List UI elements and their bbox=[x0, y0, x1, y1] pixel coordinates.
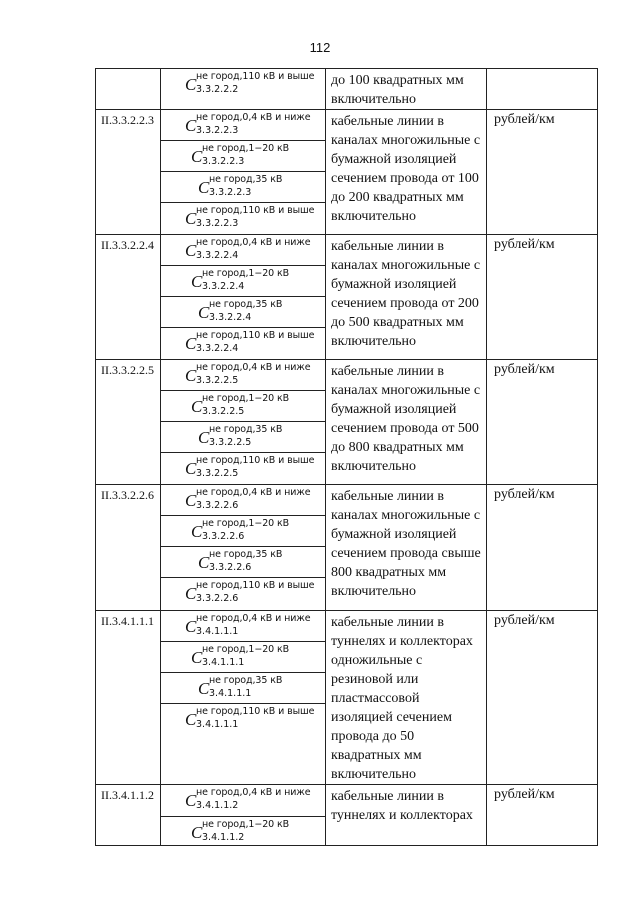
code-cell: II.3.3.2.2.4 bbox=[96, 235, 161, 360]
symbol-base: C bbox=[185, 334, 197, 353]
symbol-superscript: не город,35 кВ bbox=[209, 675, 283, 686]
symbol-base: C bbox=[191, 823, 203, 842]
symbol-subscript: 3.3.2.2.3 bbox=[196, 125, 239, 136]
symbol-subscript: 3.3.2.2.4 bbox=[202, 281, 245, 292]
symbol-subscript: 3.3.2.2.4 bbox=[196, 250, 239, 261]
symbol-base: C bbox=[185, 791, 197, 810]
symbol-base: C bbox=[198, 428, 210, 447]
symbol-base: C bbox=[185, 116, 197, 135]
symbol-subscript: 3.3.2.2.4 bbox=[209, 312, 252, 323]
unit-cell: рублей/км bbox=[487, 785, 598, 846]
symbol-superscript: не город,35 кВ bbox=[209, 549, 283, 560]
symbol-superscript: не город,1−20 кВ bbox=[202, 268, 290, 279]
rate-symbol bbox=[161, 140, 325, 171]
rate-symbol bbox=[161, 546, 325, 577]
symbol-subscript: 3.3.2.2.6 bbox=[209, 562, 252, 573]
unit-cell: рублей/км bbox=[487, 485, 598, 611]
rate-symbol bbox=[161, 327, 325, 359]
symbol-superscript: не город,35 кВ bbox=[209, 174, 283, 185]
symbol-cell bbox=[161, 69, 326, 110]
rate-symbol bbox=[161, 360, 325, 390]
rate-symbol bbox=[161, 703, 325, 779]
symbol-superscript: не город,0,4 кВ и ниже bbox=[196, 237, 311, 248]
symbol-subscript: 3.4.1.1.1 bbox=[202, 657, 245, 668]
symbol-superscript: не город,35 кВ bbox=[209, 299, 283, 310]
rate-symbol bbox=[161, 785, 325, 816]
rate-symbol bbox=[161, 485, 325, 515]
rate-symbol bbox=[161, 672, 325, 703]
description-cell: кабельные линии в туннелях и коллекторах одножильные с резиновой или пластмассовой изоляцией сечением провода до 50 квадратных мм включительно bbox=[326, 611, 487, 785]
symbol-subscript: 3.3.2.2.5 bbox=[202, 406, 245, 417]
rate-symbol bbox=[161, 611, 325, 641]
rate-symbol bbox=[161, 641, 325, 672]
symbol-subscript: 3.3.2.2.6 bbox=[196, 500, 239, 511]
page-number: 112 bbox=[309, 40, 331, 55]
unit-cell: рублей/км bbox=[487, 360, 598, 485]
table-row bbox=[96, 785, 598, 846]
rate-symbol bbox=[161, 265, 325, 296]
code-cell: II.3.4.1.1.2 bbox=[96, 785, 161, 846]
symbol-cell bbox=[161, 785, 326, 846]
symbol-cell bbox=[161, 110, 326, 235]
code-cell bbox=[96, 69, 161, 110]
code-cell: II.3.3.2.2.3 bbox=[96, 110, 161, 235]
rate-symbol bbox=[161, 69, 325, 103]
symbol-cell bbox=[161, 360, 326, 485]
symbol-base: C bbox=[191, 147, 203, 166]
description-cell: кабельные линии в каналах многожильные с бумажной изоляцией сечением провода от 100 до 200 квадратных мм включительно bbox=[326, 110, 487, 235]
symbol-superscript: не город,0,4 кВ и ниже bbox=[196, 787, 311, 798]
symbol-subscript: 3.4.1.1.1 bbox=[209, 688, 252, 699]
symbol-subscript: 3.3.2.2.5 bbox=[196, 468, 239, 479]
symbol-subscript: 3.4.1.1.1 bbox=[196, 626, 239, 637]
description-cell: кабельные линии в каналах многожильные с бумажной изоляцией сечением провода свыше 800 квадратных мм включительно bbox=[326, 485, 487, 611]
rate-symbol bbox=[161, 171, 325, 202]
symbol-base: C bbox=[185, 617, 197, 636]
symbol-base: C bbox=[191, 522, 203, 541]
rate-symbol bbox=[161, 515, 325, 546]
unit-cell bbox=[487, 69, 598, 110]
rate-symbol bbox=[161, 816, 325, 845]
description-cell: кабельные линии в каналах многожильные с бумажной изоляцией сечением провода от 500 до 800 квадратных мм включительно bbox=[326, 360, 487, 485]
symbol-superscript: не город,110 кВ и выше bbox=[196, 706, 315, 717]
rate-symbol bbox=[161, 202, 325, 234]
table-row bbox=[96, 235, 598, 360]
code-cell: II.3.3.2.2.6 bbox=[96, 485, 161, 611]
rate-symbol bbox=[161, 452, 325, 484]
table-row-continuation bbox=[96, 69, 598, 110]
symbol-base: C bbox=[198, 178, 210, 197]
symbol-subscript: 3.3.2.2.5 bbox=[209, 437, 252, 448]
unit-cell: рублей/км bbox=[487, 110, 598, 235]
symbol-superscript: не город,35 кВ bbox=[209, 424, 283, 435]
table-row bbox=[96, 110, 598, 235]
symbol-subscript: 3.3.2.2.4 bbox=[196, 343, 239, 354]
symbol-base: C bbox=[185, 459, 197, 478]
symbol-subscript: 3.3.2.2.5 bbox=[196, 375, 239, 386]
symbol-subscript: 3.4.1.1.2 bbox=[196, 800, 239, 811]
symbol-cell bbox=[161, 235, 326, 360]
description-cell: до 100 квадратных мм включительно bbox=[326, 69, 487, 110]
description-cell: кабельные линии в туннелях и коллекторах bbox=[326, 785, 487, 846]
rate-symbol bbox=[161, 296, 325, 327]
symbol-base: C bbox=[198, 553, 210, 572]
symbol-base: C bbox=[198, 303, 210, 322]
symbol-superscript: не город,1−20 кВ bbox=[202, 518, 290, 529]
symbol-superscript: не город,1−20 кВ bbox=[202, 819, 290, 830]
symbol-superscript: не город,0,4 кВ и ниже bbox=[196, 487, 311, 498]
rate-symbol bbox=[161, 577, 325, 610]
symbol-superscript: не город,110 кВ и выше bbox=[196, 455, 315, 466]
symbol-superscript: не город,1−20 кВ bbox=[202, 644, 290, 655]
symbol-base: C bbox=[185, 366, 197, 385]
symbol-superscript: не город,110 кВ и выше bbox=[196, 580, 315, 591]
symbol-superscript: не город,0,4 кВ и ниже bbox=[196, 613, 311, 624]
symbol-superscript: не город,110 кВ и выше bbox=[196, 205, 315, 216]
description-cell: кабельные линии в каналах многожильные с бумажной изоляцией сечением провода от 200 до 500 квадратных мм включительно bbox=[326, 235, 487, 360]
symbol-superscript: не город,110 кВ и выше bbox=[196, 330, 315, 341]
table-row bbox=[96, 485, 598, 611]
symbol-base: C bbox=[185, 491, 197, 510]
table-row bbox=[96, 611, 598, 785]
symbol-base: C bbox=[185, 209, 197, 228]
symbol-base: C bbox=[191, 397, 203, 416]
symbol-base: C bbox=[198, 679, 210, 698]
symbol-base: C bbox=[185, 241, 197, 260]
symbol-base: C bbox=[185, 75, 197, 94]
symbol-subscript: 3.3.2.2.6 bbox=[196, 593, 239, 604]
symbol-superscript: не город,0,4 кВ и ниже bbox=[196, 112, 311, 123]
code-cell: II.3.3.2.2.5 bbox=[96, 360, 161, 485]
symbol-superscript: не город,1−20 кВ bbox=[202, 143, 290, 154]
symbol-subscript: 3.3.2.2.3 bbox=[196, 218, 239, 229]
symbol-cell bbox=[161, 611, 326, 785]
symbol-base: C bbox=[185, 584, 197, 603]
unit-cell: рублей/км bbox=[487, 235, 598, 360]
rate-symbol bbox=[161, 390, 325, 421]
symbol-superscript: не город,1−20 кВ bbox=[202, 393, 290, 404]
symbol-subscript: 3.3.2.2.2 bbox=[196, 84, 239, 95]
rate-symbol bbox=[161, 421, 325, 452]
symbol-cell bbox=[161, 485, 326, 611]
unit-cell: рублей/км bbox=[487, 611, 598, 785]
rate-symbol bbox=[161, 110, 325, 140]
symbol-subscript: 3.3.2.2.6 bbox=[202, 531, 245, 542]
symbol-base: C bbox=[191, 272, 203, 291]
code-cell: II.3.4.1.1.1 bbox=[96, 611, 161, 785]
rate-symbol bbox=[161, 235, 325, 265]
symbol-superscript: не город,110 кВ и выше bbox=[196, 71, 315, 82]
symbol-superscript: не город,0,4 кВ и ниже bbox=[196, 362, 311, 373]
symbol-base: C bbox=[185, 710, 197, 729]
symbol-subscript: 3.3.2.2.3 bbox=[202, 156, 245, 167]
symbol-subscript: 3.3.2.2.3 bbox=[209, 187, 252, 198]
tariff-table bbox=[95, 68, 598, 846]
table-row bbox=[96, 360, 598, 485]
symbol-base: C bbox=[191, 648, 203, 667]
symbol-subscript: 3.4.1.1.2 bbox=[202, 832, 245, 843]
symbol-subscript: 3.4.1.1.1 bbox=[196, 719, 239, 730]
